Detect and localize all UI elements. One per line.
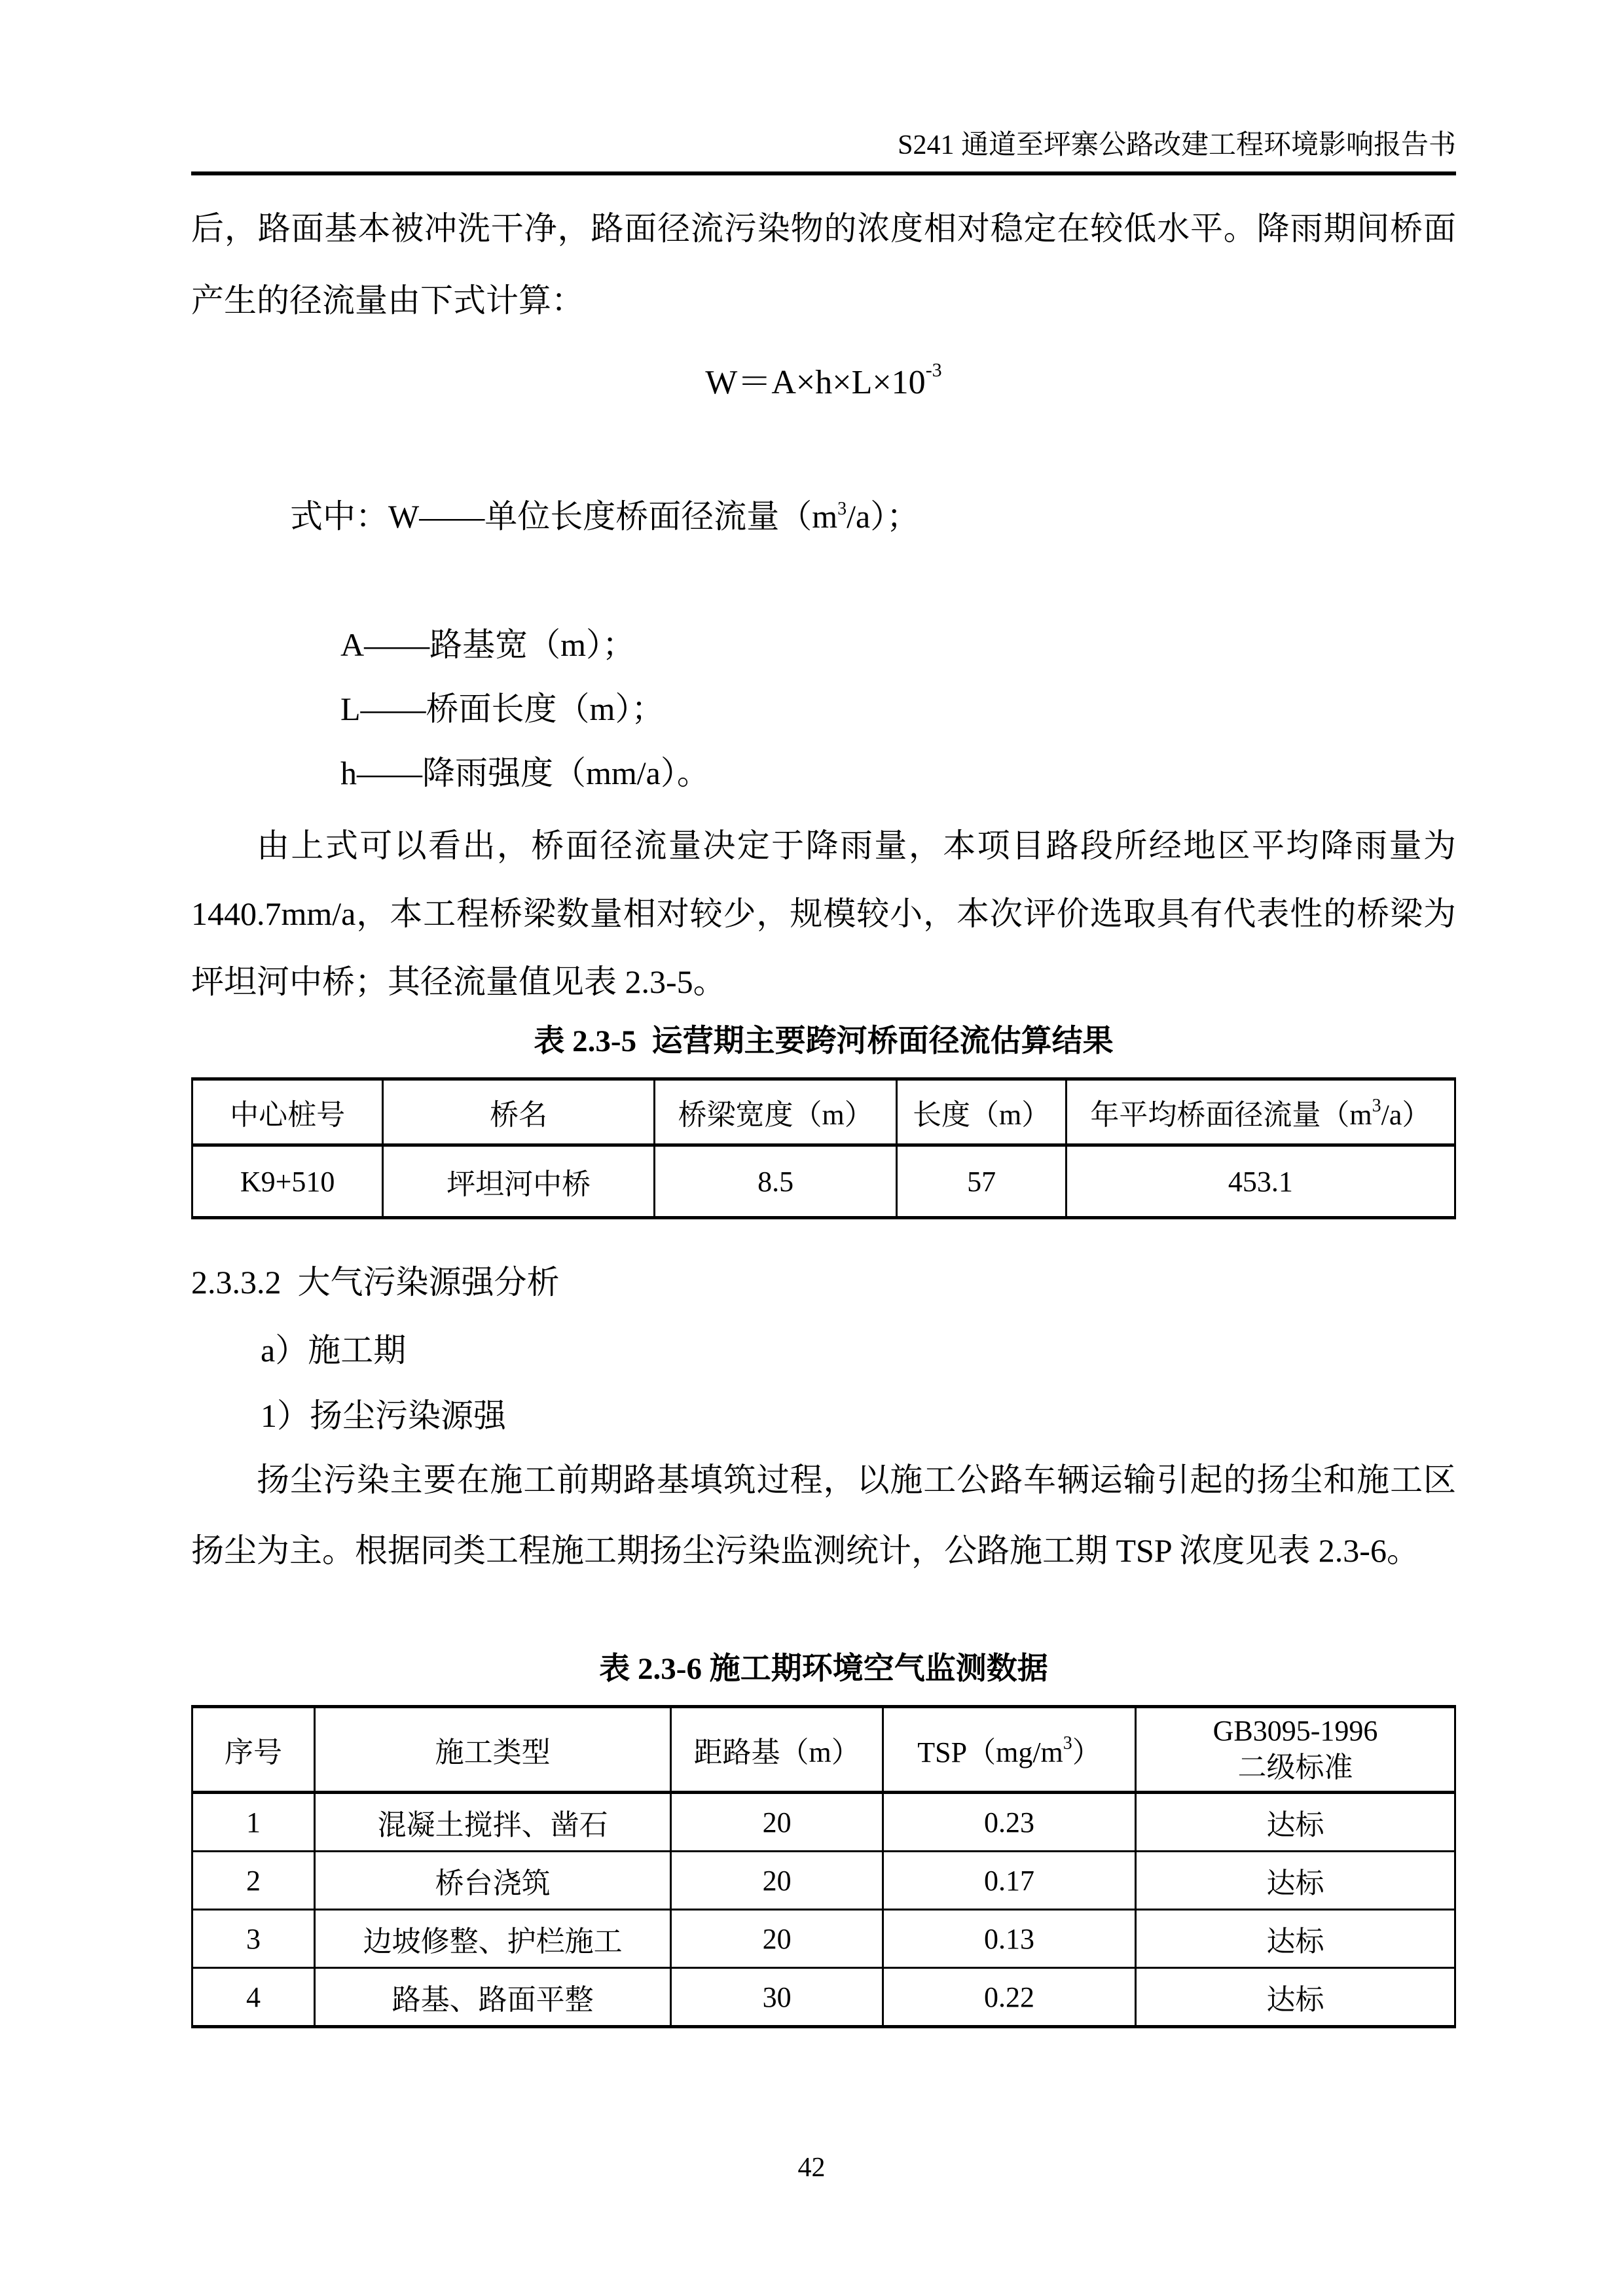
- table-row: [192, 1910, 1455, 1968]
- cell-construction-type: 桥台浇筑: [315, 1852, 671, 1910]
- cell-index: 1: [192, 1793, 315, 1852]
- definition-w-unit: /a）；: [847, 498, 920, 535]
- table-title-2-3-5: 表 2.3-5 运营期主要跨河桥面径流估算结果: [534, 1024, 1114, 1058]
- cell-standard: 达标: [1135, 1852, 1455, 1910]
- paragraph-runoff-intro: 后，路面基本被冲洗干净，路面径流污染物的浓度相对稳定在较低水平。降雨期间桥面产生的径流量由下式计算：: [191, 210, 1456, 319]
- definition-w-sup: 3: [837, 499, 847, 519]
- definition-h: h——降雨强度（mm/a）。: [340, 755, 710, 791]
- col-header-length: 长度（m）: [897, 1079, 1066, 1145]
- cell-standard: 达标: [1135, 1910, 1455, 1968]
- col-header-construction-type: 施工类型: [315, 1707, 671, 1793]
- standard-header-line2: 二级标准: [1237, 1751, 1353, 1784]
- cell-tsp: 0.22: [883, 1968, 1136, 2027]
- col-header-distance: 距路基（m）: [671, 1707, 883, 1793]
- definition-a: A——路基宽（m）；: [340, 626, 635, 663]
- tsp-header-sup: 3: [1063, 1733, 1072, 1753]
- table-title-2-3-6: 表 2.3-6 施工期环境空气监测数据: [599, 1652, 1048, 1686]
- tsp-header-unit: ）: [1072, 1736, 1101, 1768]
- cell-standard: 达标: [1135, 1793, 1455, 1852]
- table-2-3-5: [191, 1077, 1456, 1219]
- formula-base: W＝A×h×L×10: [705, 364, 926, 401]
- subsection-dust-source: 1）扬尘污染源强: [261, 1397, 506, 1434]
- cell-distance: 30: [671, 1968, 883, 2027]
- section-heading-2-3-3-2: 2.3.3.2 大气污染源强分析: [191, 1264, 560, 1300]
- cell-tsp: 0.23: [883, 1793, 1136, 1852]
- paragraph-rainfall: 由上式可以看出，桥面径流量决定于降雨量，本项目路段所经地区平均降雨量为1440.7mm/a，本工程桥梁数量相对较少，规模较小，本次评价选取具有代表性的桥梁为坪坦河中桥；其径流量值见表 2.3-5。: [191, 827, 1456, 1000]
- table-row: [192, 1968, 1455, 2027]
- runoff-header-text: 年平均桥面径流量（m: [1090, 1099, 1372, 1131]
- table-row: [192, 1145, 1455, 1218]
- definition-w-text: 式中：W——单位长度桥面径流量（m: [290, 498, 838, 535]
- runoff-formula: [191, 340, 1456, 413]
- table-row: [192, 1852, 1455, 1910]
- report-title: S241 通道至坪寨公路改建工程环境影响报告书: [898, 130, 1456, 160]
- definition-w: [191, 413, 1456, 613]
- cell-distance: 20: [671, 1852, 883, 1910]
- col-header-bridge-name: 桥名: [383, 1079, 655, 1145]
- col-header-index: 序号: [192, 1707, 315, 1793]
- col-header-stake: 中心桩号: [192, 1079, 383, 1145]
- col-header-standard: [1135, 1707, 1455, 1793]
- cell-annual-runoff: 453.1: [1066, 1145, 1455, 1218]
- cell-distance: 20: [671, 1793, 883, 1852]
- col-header-tsp: [883, 1707, 1136, 1793]
- standard-header-line1: GB3095-1996: [1213, 1715, 1378, 1747]
- cell-construction-type: 路基、路面平整: [315, 1968, 671, 2027]
- runoff-header-sup: 3: [1372, 1096, 1381, 1116]
- table-header-row: [192, 1707, 1455, 1793]
- cell-index: 4: [192, 1968, 315, 2027]
- cell-index: 3: [192, 1910, 315, 1968]
- cell-index: 2: [192, 1852, 315, 1910]
- cell-tsp: 0.13: [883, 1910, 1136, 1968]
- cell-construction-type: 混凝土搅拌、凿石: [315, 1793, 671, 1852]
- page-number: 42: [797, 2153, 826, 2183]
- table-row: [192, 1793, 1455, 1852]
- table-header-row: [192, 1079, 1455, 1145]
- running-header: [191, 128, 1456, 175]
- cell-distance: 20: [671, 1910, 883, 1968]
- cell-width: 8.5: [655, 1145, 897, 1218]
- runoff-header-unit: /a）: [1381, 1099, 1431, 1131]
- table-2-3-6: [191, 1705, 1456, 2028]
- page-content: [191, 0, 1456, 2028]
- col-header-annual-runoff: [1066, 1079, 1455, 1145]
- col-header-width: 桥梁宽度（m）: [655, 1079, 897, 1145]
- subsection-construction-period: a）施工期: [261, 1332, 407, 1369]
- tsp-header-text: TSP（mg/m: [917, 1736, 1063, 1768]
- cell-stake: K9+510: [192, 1145, 383, 1218]
- cell-length: 57: [897, 1145, 1066, 1218]
- cell-construction-type: 边坡修整、护栏施工: [315, 1910, 671, 1968]
- formula-exponent: -3: [925, 359, 942, 381]
- cell-tsp: 0.17: [883, 1852, 1136, 1910]
- definition-l: L——桥面长度（m）；: [340, 691, 665, 727]
- paragraph-dust: 扬尘污染主要在施工前期路基填筑过程，以施工公路车辆运输引起的扬尘和施工区扬尘为主。根据同类工程施工期扬尘污染监测统计，公路施工期 TSP 浓度见表 2.3-6。: [191, 1462, 1456, 1569]
- cell-standard: 达标: [1135, 1968, 1455, 2027]
- cell-bridge-name: 坪坦河中桥: [383, 1145, 655, 1218]
